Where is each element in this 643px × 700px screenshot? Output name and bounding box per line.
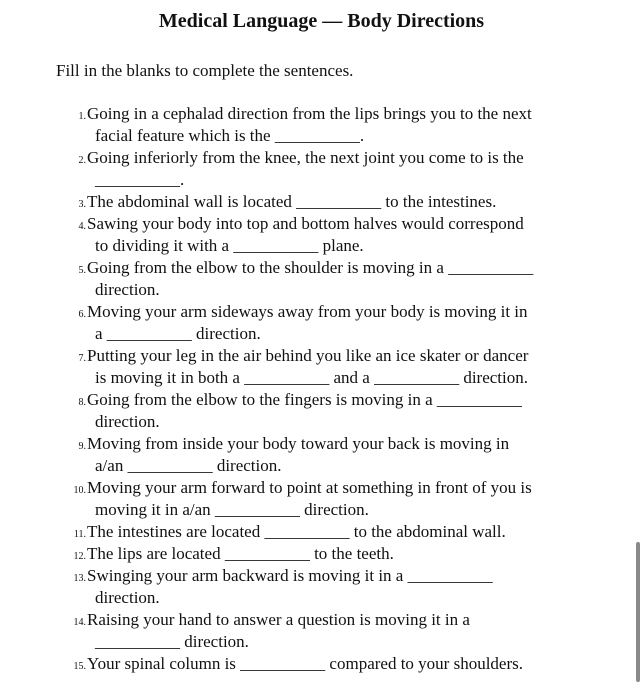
question-text-line: facial feature which is the __________.: [95, 126, 365, 145]
question-text-line: Swinging your arm backward is moving it in a __________: [87, 566, 493, 585]
question-text-line: The lips are located __________ to the teeth.: [87, 544, 394, 563]
question-item: [0, 257, 643, 301]
question-number: 13.: [73, 573, 86, 584]
question-text-line: __________ direction.: [95, 632, 249, 651]
question-item: [0, 103, 643, 147]
question-number: 6.: [78, 309, 86, 320]
question-item: [0, 389, 643, 433]
question-item: [0, 301, 643, 345]
question-item: [0, 565, 643, 609]
question-item: [0, 609, 643, 653]
question-number: 7.: [78, 353, 86, 364]
instructions: Fill in the blanks to complete the sentences.: [56, 61, 354, 80]
question-number: 14.: [73, 617, 86, 628]
question-text-line: Going from the elbow to the fingers is moving in a __________: [87, 390, 522, 409]
question-text-line: direction.: [95, 588, 160, 607]
question-number: 1.: [78, 111, 86, 122]
question-number: 5.: [78, 265, 86, 276]
question-item: [0, 477, 643, 521]
question-text-line: direction.: [95, 280, 160, 299]
question-list: [0, 103, 643, 675]
question-number: 11.: [73, 529, 86, 540]
question-item: [0, 543, 643, 565]
question-text-line: moving it in a/an __________ direction.: [95, 500, 369, 519]
question-item: [0, 213, 643, 257]
question-text-line: a __________ direction.: [95, 324, 261, 343]
question-number: 10.: [73, 485, 86, 496]
question-text-line: The abdominal wall is located __________ to the intestines.: [87, 192, 497, 211]
question-item: [0, 521, 643, 543]
question-number: 4.: [78, 221, 86, 232]
question-item: [0, 345, 643, 389]
question-text-line: Going inferiorly from the knee, the next joint you come to is the: [87, 148, 524, 167]
question-text-line: Your spinal column is __________ compared to your shoulders.: [87, 654, 523, 673]
question-number: 12.: [73, 551, 86, 562]
question-number: 2.: [78, 155, 86, 166]
scrollbar-thumb[interactable]: [636, 542, 640, 682]
question-text-line: Moving your arm forward to point at something in front of you is: [87, 478, 532, 497]
question-text-line: Sawing your body into top and bottom halves would correspond: [87, 214, 524, 233]
question-text-line: Moving your arm sideways away from your body is moving it in: [87, 302, 528, 321]
question-number: 3.: [78, 199, 86, 210]
question-text-line: to dividing it with a __________ plane.: [95, 236, 364, 255]
page-title: Medical Language — Body Directions: [158, 10, 485, 32]
question-text-line: Moving from inside your body toward your back is moving in: [87, 434, 510, 453]
question-text-line: a/an __________ direction.: [95, 456, 282, 475]
question-number: 9.: [78, 441, 86, 452]
question-number: 15.: [73, 661, 86, 672]
question-item: [0, 433, 643, 477]
question-text-line: The intestines are located __________ to the abdominal wall.: [87, 522, 506, 541]
question-text-line: is moving it in both a __________ and a __________ direction.: [95, 368, 528, 387]
question-text-line: Putting your leg in the air behind you like an ice skater or dancer: [87, 346, 529, 365]
question-text-line: __________.: [95, 170, 185, 189]
question-item: [0, 653, 643, 675]
question-text-line: Going in a cephalad direction from the lips brings you to the next: [87, 104, 532, 123]
question-item: [0, 191, 643, 213]
question-text-line: Going from the elbow to the shoulder is moving in a __________: [87, 258, 534, 277]
question-item: [0, 147, 643, 191]
question-text-line: direction.: [95, 412, 160, 431]
question-number: 8.: [78, 397, 86, 408]
question-text-line: Raising your hand to answer a question is moving it in a: [87, 610, 470, 629]
